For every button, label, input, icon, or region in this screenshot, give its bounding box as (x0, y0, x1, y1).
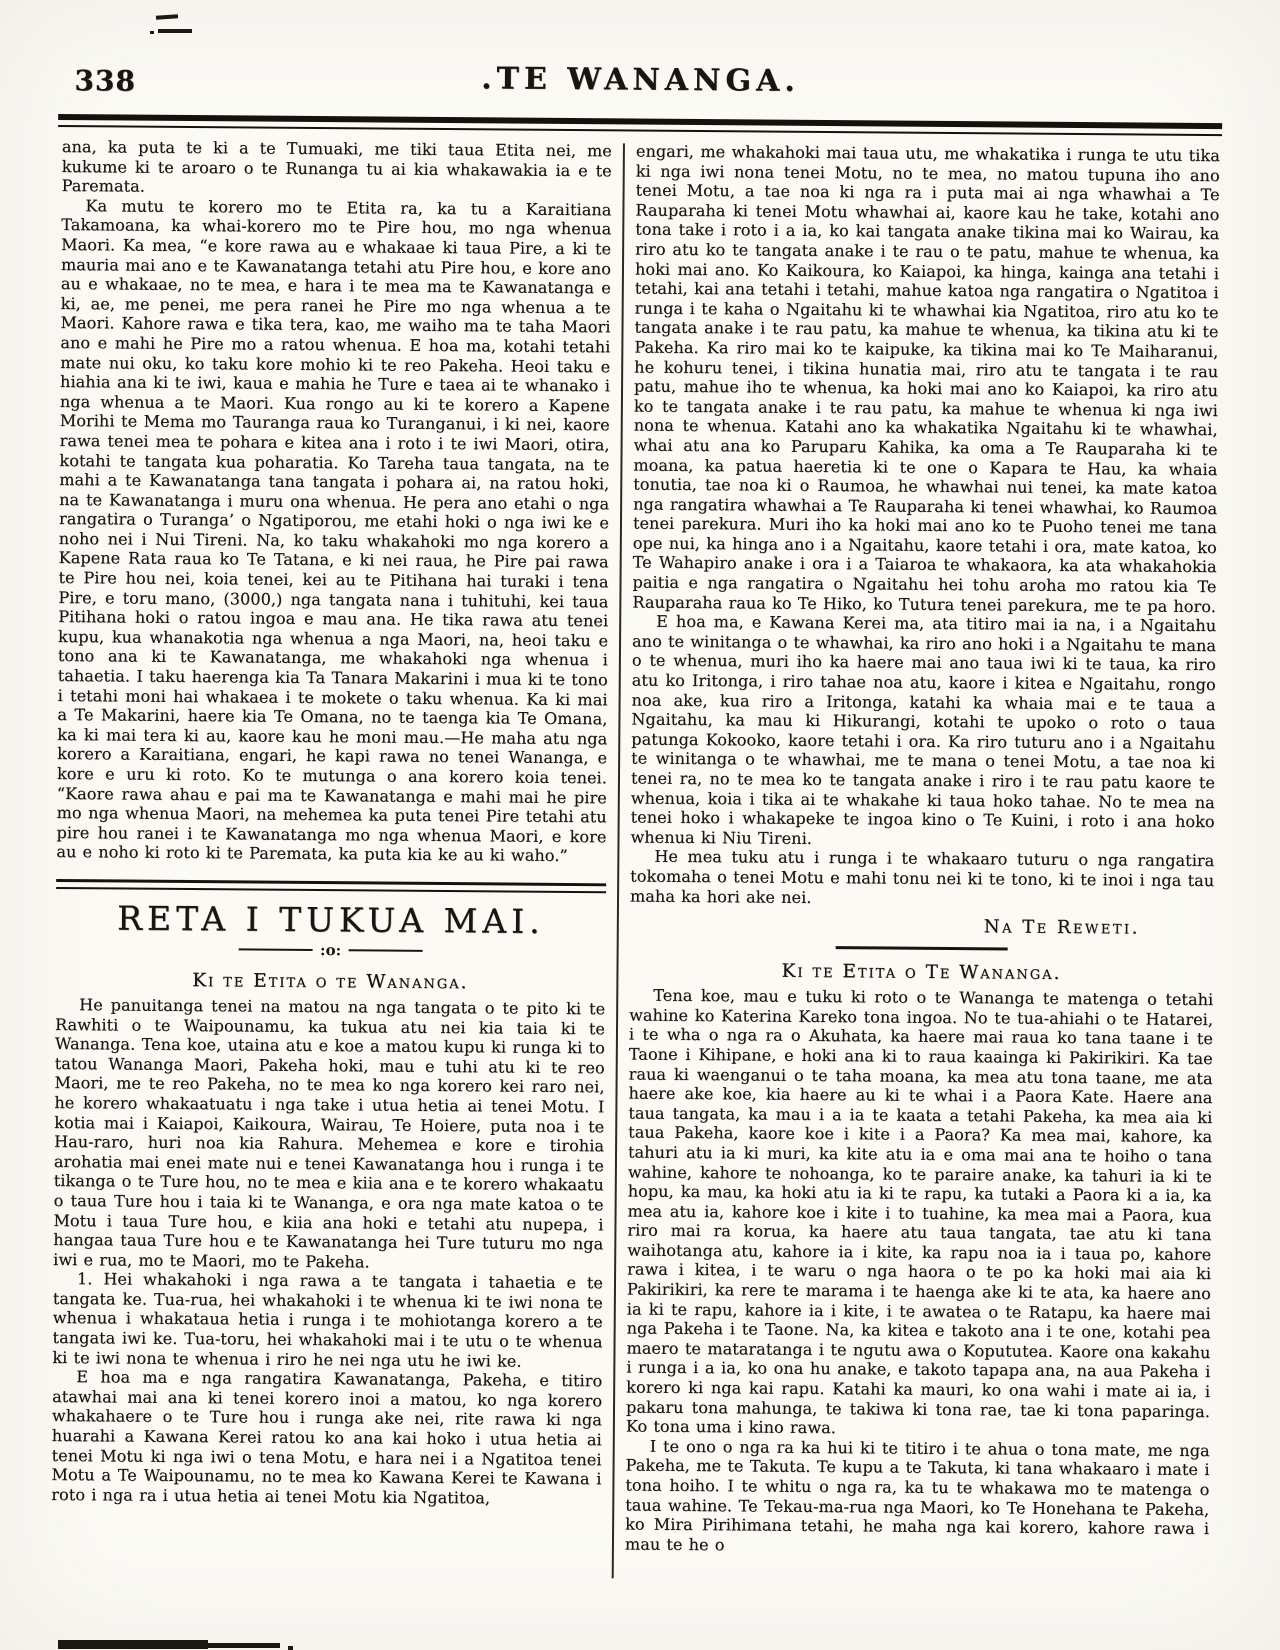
section-rule (56, 879, 606, 893)
scan-artifact-dot (288, 1646, 293, 1650)
page-number: 338 (74, 64, 137, 98)
letter-heading: Ki te Etita o te Wananga. (192, 970, 469, 994)
column-layout (51, 137, 1220, 1583)
scan-artifact-dash (156, 14, 178, 20)
letter-divider-rule (836, 946, 1008, 950)
left-column (51, 137, 612, 1578)
scanned-content (0, 58, 1280, 1584)
body-paragraph: E hoa ma e nga rangatira Kawanatanga, Pakeha, e titiro atawhai mai ana ki tenei korero inoi a matou, ko nga korero whakahaere o te Ture hou i runga ake nei, rite rawa ki nga huarahi a Kawana Kerei ratou ko ana kai hoko i utua hetia ai tenei Motu ki nga iwi o tena Motu, e hara nei i a Ngatitoa tenei Motu a Te Waipounamu, no te mea ko Kawana Kerei te Kawana i roto i nga ra i utua hetia ai tenei Motu kia Ngatitoa, (51, 1367, 603, 1508)
body-paragraph: 1. Hei whakahoki i nga rawa a te tangata i tahaetia e te tangata ke. Tua-rua, hei whakahoki i te whenua ki te iwi nona te whenua i whakataua hetia i runga i te mohiotanga korero a te tangata iwi ke. Tua-toru, hei whakahoki mai i te utu o te whenua ki te iwi nona te whenua i riro he nei nga utu he iwi ke. (52, 1269, 604, 1371)
scan-artifact-dash (158, 29, 192, 33)
masthead-rule (58, 114, 1222, 136)
letter-signature: Na Te Reweti. (983, 916, 1140, 939)
section-ornament (56, 939, 606, 961)
body-paragraph: He mea tuku atu i runga i te whakaaro tuturu o nga rangatira tokomaha o tenei Motu e mahi tonu nei ki te tono, ki te inoi i nga tau maha ka hori ake nei. (629, 847, 1215, 907)
body-paragraph: E hoa ma, e Kawana Kerei ma, ata titiro mai ia na, i a Ngaitahu ano te winitanga o te whawhai, ka riro ano hoki i a Ngaitahu te mana o te whenua, muri iho ka haere mai ano taua iwi ki te taua, ka riro atu ko Iritonga, i riro tahae noa atu, kaore i kitea e Ngaitahu, rongo noa ake, kua riro a Iritonga, katahi ka whaia mai e te taua a Ngaitahu, ka mau ki Hikurangi, kotahi te upoko o roto o taua patunga Kokooko, kaore tetahi i ora. Ka riro tuturu ano i a Ngaitahu te winitanga o te whawhai, me te mana o tenei Motu, a tae noa ki tenei ra, no te mea ko te tangata anake i riro i te rau patu kaore te whenua, koia i tika ai te whakahe ki taua hoko tahae. No te mea na tenei hoko i whakapeke te ingoa kino o Te Kuini, i roto i ana hoko whenua ki Niu Tireni. (630, 611, 1217, 848)
masthead (0, 58, 1280, 114)
body-paragraph: I te ono o nga ra ka hui ki te titiro i te ahua o tona mate, me nga Pakeha, me te Takuta. Te kupu a te Takuta, ki tana whakaaro i mate i tona hoiho. I te whitu o nga ra, ka tu te whakawa mo te matenga o taua wahine. Te Tekau-ma-rua nga Maori, ko Te Honehana te Pakeha, ko Mira Pirihimana tetahi, he maha nga kai korero, kahore rawa i mau te he o (624, 1436, 1210, 1555)
body-paragraph: ana, ka puta te ki a te Tumuaki, me tiki taua Etita nei, me kukume ki te aroaro o te Runanga tu ai kia whakawakia ia e te Paremata. (61, 137, 612, 196)
letter-heading: Ki te Etita o Te Wananga. (781, 960, 1062, 985)
scan-artifact-dot (150, 31, 154, 34)
scan-artifact-bar (58, 1640, 208, 1649)
body-paragraph: He panuitanga tenei na matou na nga tangata o te pito ki te Rawhiti o te Waipounamu, ka tukua atu nei kia taia ki te Wananga. Tena koe, utaina atu e koe a matou kupu ki runga ki to tatou Wananga Maori, Pakeha hoki, mau e tuhi atu ki te reo Maori, me te reo Pakeha, no te mea ko nga korero kei raro nei, he korero whakaatuatu i nga take i utua hetia ai tenei Motu. I kotia mai i Kaiapoi, Kaikoura, Wairau, Te Hoiere, puta noa i te Hau-raro, huri noa kia Rahura. Mehemea e kore e tirohia arohatia mai enei mate nui e tenei Kawanatanga hou i runga i te tikanga o te Ture hou, no te mea e kiia ana e te korero whakaatu o taua Ture hou i taia ki te Wananga, e ora nga mate katoa o te Motu i taua Ture hou, e kiia ana hoki e tetahi atu nupepa, i hangaa taua Ture hou e te Kawanatanga hei Ture tuturu mo nga iwi e rua, mo te Maori, mo te Pakeha. (53, 995, 606, 1272)
body-paragraph: engari, me whakahoki mai taua utu, me whakatika i runga te utu tika ki nga iwi nona tenei Motu, no te mea, no matou tupuna iho ano tenei Motu, a tae noa ki nga ra i puta mai ai nga whawhai a Te Rauparaha ki tenei Motu whawhai ai, kaore kau he take, kotahi ano tona take i roto i a ia, ko kai tangata anake tikina mai ko Wairau, ka riro atu ko te tangata anake i te rau o te patu, mahue te whenua, ka hoki mai ano. Ko Kaikoura, ko Kaiapoi, ka hinga, kainga ana tetahi i tetahi, kai ana tetahi i tetahi, mahue katoa nga rangatira o Ngatitoa i runga i te kaha o Ngaitahu ki te whawhai kia Ngatitoa, riro atu ko te tangata anake i te rau patu, ka mahue te whenua, ka tikina atu ki te Pakeha. Ka riro mai ko te kaipuke, ka tikina mai ko Te Maiharanui, he kohuru tenei, i tikina hunatia mai, riro atu te tangata i te rau patu, mahue iho te whenua, ka hoki mai ano ko Kaiapoi, ka riro atu ko te tangata anake i te rau patu, ka mahue te whenua ki nga iwi nona te whenua. Katahi ano ka whakatika Ngaitahu ki te whawhai, whai atu ana ko Paruparu Kahika, ka oma a Te Rauparaha ki te moana, ka patua haeretia ki te one o Kapara te Hau, ka whaia tonutia, tae noa ki o Raumoa, he whawhai nui tenei, ka mate katoa nga rangatira whawhai a Te Rauparaha ki tenei whawhai, ko Raumoa tenei parekura. Muri iho ka hoki mai ano ko te Puoho tenei me tana ope nui, ka hinga ano i a Ngaitahu, kaore tetahi i ora, mate katoa, ko Te Wahapiro anake i ora i a Taiaroa te whakaora, ka ata whakahokia paitia e nga rangatira o Ngaitahu hei tohu aroha mo ratou kia Te Rauparaha raua ko Te Hiko, ko Tutura tenei parekura, me te pa horo. (632, 141, 1220, 616)
right-column (625, 142, 1220, 1584)
masthead-title: .TE WANANGA. (481, 61, 800, 99)
section-heading: RETA I TUKUA MAI. (116, 898, 545, 941)
body-paragraph: Ka mutu te korero mo te Etita ra, ka tu a Karaitiana Takamoana, ka whai-korero mo te Pire hou, mo nga whenua Maori. Ka mea, “e kore rawa au e whakaae ki taua Pire, a ki te mauria mai ano e te Kawanatanga tetahi atu Pire hou, e kore ano au e whakaae, no te mea, e hara i te mea ma te Kawanatanga e ki, ae, me penei, me pera ranei he Pire mo nga whenua a te Maori. Kahore rawa e tika tera, kao, me waiho ma te taha Maori ano e mahi he Pire mo a ratou whenua. E hoa ma, kotahi tetahi mate nui oku, ko taku kore mohio ki te reo Pakeha. Heoi taku e hiahia ana ki te iwi, kaua e mahia he Ture e taea ai te whanako i nga whenua a te Maori. Kua rongo au ki te korero a Kapene Morihi te Mema mo Tauranga raua ko Turanganui, i ki nei, kaore rawa tenei mea te pohara e kitea ana i roto i te iwi Maori, otira, kotahi te tangata kua poharatia. Ko Tareha taua tangata, na te mahi a te Kawanatanga tana tangata i pohara ai, na ratou hoki, na te Kawanatanga i muru ona whenua. He pera ano etahi o nga rangatira o Turanga’ o Ngatiporou, me etahi hoki o nga iwi ke e noho nei i Nui Tireni. Na, ko taku whakahoki mo nga korero a Kapene Rata raua ko Te Tatana, e ki nei raua, he Pire pai rawa te Pire hou nei, koia tenei, kei au te Pitihana hai turaki i tena Pire, e toru mano, (3000,) nga tangata nana i tuhituhi, kei taua Pitihana hoki o ratou ingoa e mau ana. He tika rawa atu tenei kupu, kua whanakotia nga whenua a nga Maori, na, heoi taku e tono ana ki te Kawanatanga, me whakahoki nga whenua i tahaetia. I taku haerenga kia Ta Tanara Makarini i mua ki te tono i tetahi moni hai whakaea i te mokete o taku whenua. Ka ki mai a Te Makarini, haere kia Te Omana, no te taenga kia Te Omana, ka ki mai tera ki au, kaore kau he moni mau.—He maha atu nga korero a Karaitiana, engari, he kapi rawa no tenei Wananga, e kore e uru ki roto. Ko te mutunga o ana korero koia tenei. “Kaore rawa ahau e pai ma te Kawanatanga e mahi mai he pire mo nga whenua Maori, na mehemea ka puta tenei Pire tetahi atu pire hou ranei i te Kawanatanga mo nga whenua Maori, e kore au e noho ki roto ki te Paremata, ka puta kia ke au ki waho.” (56, 195, 612, 866)
scan-artifact-bar (208, 1643, 280, 1648)
column-divider (612, 143, 625, 1578)
ornament-glyph: :o: (320, 941, 342, 960)
body-paragraph: Tena koe, mau e tuku ki roto o te Wananga te matenga o tetahi wahine ko Katerina Kareko tona ingoa. No te tua-ahiahi o te Hatarei, i te wha o nga ra o Akuhata, ka haere mai raua ko tana taane i te Taone i Kihipane, e hoki ana ki to raua kaainga ki Pakirikiri. Ka tae raua ki waenganui o te taha moana, ka mea atu tona taane, me ata haere ake koe, kia haere au ki te whai i a Paora Kate. Haere ana taua tangata, ka mau i a ia te kaata a tetahi Pakeha, ka mea aia ki taua Pakeha, kaore koe i kite i a Paora? Ka mea mai, kahore, ka tahuri atu ia ki muri, ka kite atu ia e oma mai ana te hoiho o tana wahine, kahore te nohoanga, ko te paraire anake, ka tahuri ia ki te hopu, ka mau, ka hoki atu ia ki te rapu, ka tutaki a Paora ki a ia, ka mea atu ia, kahore koe i kite i to tuahine, ka mea mai a Paora, kua riro mai ra korua, ka haere atu taua tangata, tae atu ki tana waihotanga atu, kahore ia i kite, ka rapu noa ia i taua po, kahore rawa i kitea, i te waru o nga haora o te po ka hoki mai aia ki Pakirikiri, ka rere te marama i te haenga ake ki te ata, ka haere ano ia ki te rapu, kahore ia i kite, i te awatea o te Ratapu, ka haere mai nga Pakeha i te Taone. Na, ka kitea e takoto ana i te one, kotahi pea maero te mataratanga i te ngutu awa o Kopututea. Kaore ona kakahu i runga i a ia, ko ona hu anake, e takoto tapapa ana, na aua Pakeha i korero ki nga kai rapu. Katahi ka mauri, ko ona wahi i mate ai ia, i pakaru tona mahunga, te takiwa ki tona rae, tae ki tona paparinga. Ko tona uma i kino rawa. (625, 985, 1214, 1438)
